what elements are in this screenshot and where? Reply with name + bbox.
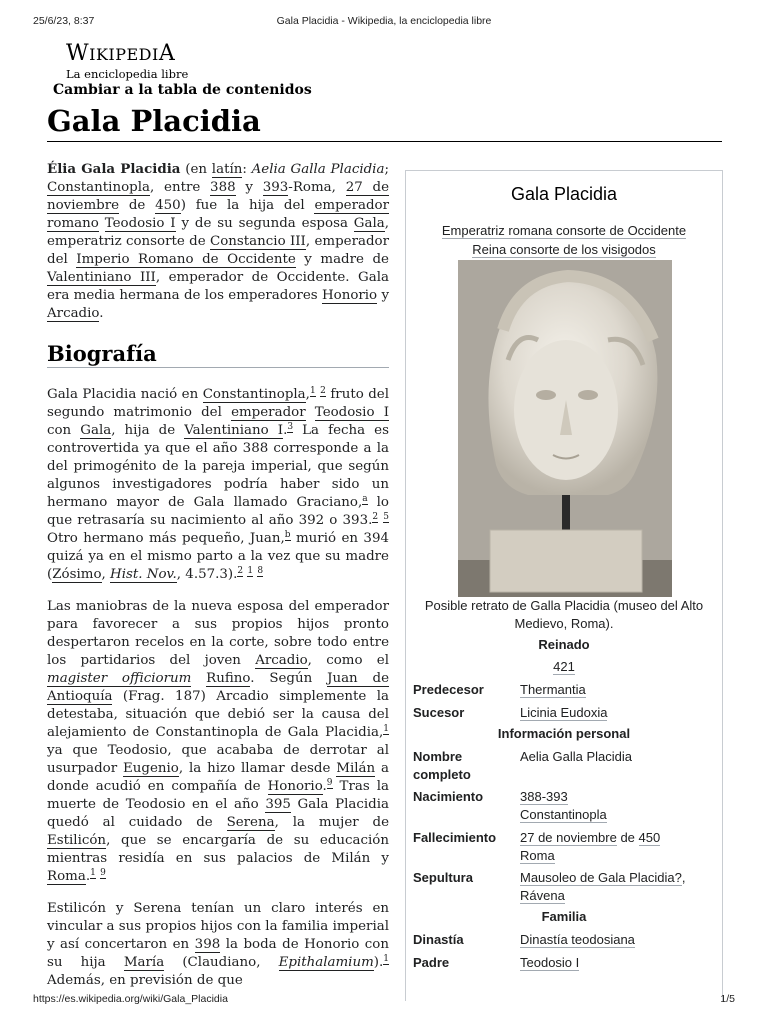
ref-8[interactable]: 8 [257, 565, 264, 576]
link-27-noviembre[interactable]: 27 de noviembre [47, 180, 389, 213]
print-datetime: 25/6/23, 8:37 [33, 15, 95, 27]
label-nacimiento: Nacimiento [413, 789, 484, 804]
ref-5[interactable]: 5 [383, 511, 390, 522]
link-honorio[interactable]: Honorio [321, 288, 378, 303]
link-valentiniano-i[interactable]: Valentiniano I [184, 423, 284, 438]
ref-9[interactable]: 9 [326, 777, 333, 788]
print-page-number: 1/5 [720, 993, 735, 1005]
header-informacion-personal: Información personal [497, 726, 631, 741]
link-magister[interactable]: magister officiorum [47, 671, 192, 686]
link-450-infobox[interactable]: 450 [638, 830, 661, 845]
link-dinastia-teodosiana[interactable]: Dinastía teodosiana [520, 932, 635, 947]
label-predecesor: Predecesor [413, 682, 484, 697]
wikipedia-logo[interactable] [66, 43, 188, 81]
link-teodosio-infobox[interactable]: Teodosio I [520, 955, 580, 970]
link-emperador-romano[interactable]: emperador romano [47, 198, 389, 231]
link-imperio-occidente[interactable]: Imperio Romano de Occidente [76, 252, 296, 267]
print-url: https://es.wikipedia.org/wiki/Gala_Placidia [33, 993, 228, 1005]
link-roma-infobox[interactable]: Roma [520, 848, 555, 863]
link-maria[interactable]: María [123, 955, 165, 970]
note-a[interactable]: a [362, 493, 368, 504]
wikipedia-tagline: La enciclopedia libre [66, 67, 189, 81]
link-rufino[interactable]: Rufino [206, 671, 251, 686]
link-388[interactable]: 388 [210, 180, 236, 195]
link-393[interactable]: 393 [262, 180, 289, 195]
header-familia: Familia [541, 909, 587, 924]
link-395[interactable]: 395 [265, 797, 291, 812]
link-valentiniano-iii[interactable]: Valentiniano III [47, 270, 156, 285]
infobox-subtitle-reina[interactable]: Reina consorte de los visigodos [472, 242, 656, 257]
link-teodosio[interactable]: Teodosio I [104, 216, 176, 231]
link-estilicon[interactable]: Estilicón [47, 833, 107, 848]
link-398[interactable]: 398 [194, 937, 221, 952]
ref-2b[interactable]: 2 [372, 511, 379, 522]
link-450[interactable]: 450 [155, 198, 181, 213]
section-heading-biografia: Biografía [47, 345, 389, 368]
link-arcadio-2[interactable]: Arcadio [255, 653, 308, 668]
print-header [33, 15, 735, 29]
link-serena[interactable]: Serena [226, 815, 275, 830]
label-dinastia: Dinastía [413, 932, 464, 947]
link-constancio[interactable]: Constancio III [210, 234, 306, 249]
link-juan-antioquia[interactable]: Juan de Antioquía [47, 671, 389, 704]
ref-9b[interactable]: 9 [100, 867, 106, 878]
link-388-393[interactable]: 388-393 [520, 789, 568, 804]
infobox-title: Gala Placidia [510, 184, 618, 204]
ref-1[interactable]: 1 [309, 385, 316, 396]
link-mausoleo[interactable]: Mausoleo de Gala Placidia? [520, 870, 682, 885]
link-hist-nov[interactable]: Hist. Nov. [110, 567, 177, 582]
link-421[interactable]: 421 [553, 659, 575, 674]
link-constantinopla-2[interactable]: Constantinopla [202, 387, 306, 402]
value-nombre: Aelia Galla Placidia [520, 749, 633, 764]
marble-bust-illustration [458, 260, 672, 597]
link-constantinopla-infobox[interactable]: Constantinopla [520, 807, 607, 822]
ref-3[interactable]: 3 [287, 421, 294, 432]
infobox-subtitle-emperatriz[interactable]: Emperatriz romana consorte de Occidente [441, 223, 687, 238]
label-nombre-completo: Nombre completo [413, 749, 471, 782]
label-fallecimiento: Fallecimiento [413, 830, 497, 845]
note-b[interactable]: b [284, 529, 291, 540]
infobox-subtitles [406, 221, 722, 259]
link-latin[interactable]: latín [211, 162, 243, 177]
biography-paragraph-3: Estilicón y Serena tenían un claro interés en vincular a sus propios hijos con la familia imperial y así concertaron en 398 la boda de Honorio con su hija María (Claudiano, Epithalamium).$^1$ Además, en previsión de que [47, 901, 389, 988]
biography-paragraph-2: Las maniobras de la nueva esposa del emperador para favorecer a sus propios hijos pronto despertaron recelos en la corte, sobre todo entre los partidarios del joven Arcadio, como el magister officiorum Rufino. Según Juan de Antioquía (Frag. 187) Arcadio simplemente la detestaba, situación que debió ser la causa del alejamiento de Constantinopla de Gala Placidia,$^1$ ya que Teodosio, que acababa de derrotar al usurpador Eugenio, la hizo llamar desde Milán a donde acudió en compañía de Honorio.$^9$ Tras la muerte de Teodosio en el año 395 Gala Placidia quedó al cuidado de Serena, la mujer de Estilicón, que se encargaría de su educación mientras residía en sus palacios de Milán y Roma.$^1$ $^9$ [47, 599, 390, 884]
ref-1e[interactable]: 1 [383, 953, 389, 964]
ref-1c[interactable]: 1 [383, 723, 389, 734]
link-ravena[interactable]: Rávena [520, 888, 565, 903]
ref-1b[interactable]: 1 [247, 565, 254, 576]
wikipedia-wordmark: WIKIPEDIA [66, 41, 176, 66]
label-padre: Padre [413, 955, 450, 970]
link-teodosio-2[interactable]: Teodosio I [314, 405, 389, 420]
ref-1d[interactable]: 1 [90, 867, 96, 878]
link-27-noviembre-infobox[interactable]: 27 de noviembre [520, 830, 617, 845]
portrait-bust-image[interactable] [458, 260, 672, 597]
header-reinado: Reinado [538, 637, 590, 652]
link-arcadio[interactable]: Arcadio [47, 306, 100, 321]
link-honorio-2[interactable]: Honorio [267, 779, 323, 794]
link-epithalamium[interactable]: Epithalamium [278, 955, 374, 970]
label-sepultura: Sepultura [413, 870, 473, 885]
link-gala[interactable]: Gala [353, 216, 385, 231]
toc-toggle-link[interactable]: Cambiar a la tabla de contenidos [53, 82, 312, 98]
link-licinia-eudoxia[interactable]: Licinia Eudoxia [520, 705, 608, 720]
link-milan[interactable]: Milán [336, 761, 376, 776]
label-sucesor: Sucesor [413, 705, 465, 720]
link-zosimo[interactable]: Zósimo [52, 567, 102, 582]
link-constantinopla[interactable]: Constantinopla [47, 180, 150, 195]
page-title: Gala Placidia [47, 104, 722, 142]
link-thermantia[interactable]: Thermantia [520, 682, 586, 697]
ref-2c[interactable]: 2 [237, 565, 244, 576]
portrait-caption: Posible retrato de Galla Placidia (museo del Alto Medievo, Roma). [424, 598, 704, 631]
article-body [47, 160, 389, 1004]
print-page-title: Gala Placidia - Wikipedia, la enciclopedia libre [276, 15, 492, 27]
link-roma[interactable]: Roma [47, 869, 86, 884]
infobox: Gala Placidia Emperatriz romana consorte de Occidente Reina consorte de los visigodos Posible retrato de Galla Placidia (museo del Alto Medievo, Roma). Reinado 421 Predecesor Thermantia Sucesor Licinia Eudoxia Información personal Nombre completo Aelia Galla Placidia Nacimiento 388-393 Constantinopla Fallecimiento 27 de noviembre de 450 Roma Sepultura Mausoleo de Gala Placidia?, Rávena Familia Dinastía Dinastía teodosiana Padre Teodosio I [405, 170, 723, 1001]
intro-paragraph: Élia Gala Placidia (en latín: Aelia Galla Placidia; Constantinopla, entre 388 y 393-Roma, 27 de noviembre de 450) fue la hija del emperador romano Teodosio I y de su segunda esposa Gala, emperatriz consorte de Constancio III, emperador del Imperio Romano de Occidente y madre de Valentiniano III, emperador de Occidente. Gala era media hermana de los emperadores Honorio y Arcadio. [47, 161, 390, 321]
biography-paragraph-1: Gala Placidia nació en Constantinopla,$^1$ $^2$ fruto del segundo matrimonio del emperador Teodosio I con Gala, hija de Valentiniano I.$^3$ La fecha es controvertida ya que el año 388 corresponde a la del primogénito de la pareja imperial, que según algunos investigadores podría haber sido un hermano mayor de Gala llamado Graciano,$^a$ lo que retrasaría su nacimiento al año 392 o 393.$^2$ $^5$ Otro hermano más pequeño, Juan,$^b$ murió en 394 quizá ya en el mismo parto a la vez que su madre (Zósimo, Hist. Nov., 4.57.3).$^2$ $^1$ $^8$ [47, 385, 390, 582]
link-gala-2[interactable]: Gala [80, 423, 112, 438]
ref-2[interactable]: 2 [320, 385, 326, 396]
link-eugenio[interactable]: Eugenio [122, 761, 179, 776]
link-emperador[interactable]: emperador [231, 405, 306, 420]
print-footer [33, 993, 735, 1007]
reinado-value [406, 659, 722, 674]
